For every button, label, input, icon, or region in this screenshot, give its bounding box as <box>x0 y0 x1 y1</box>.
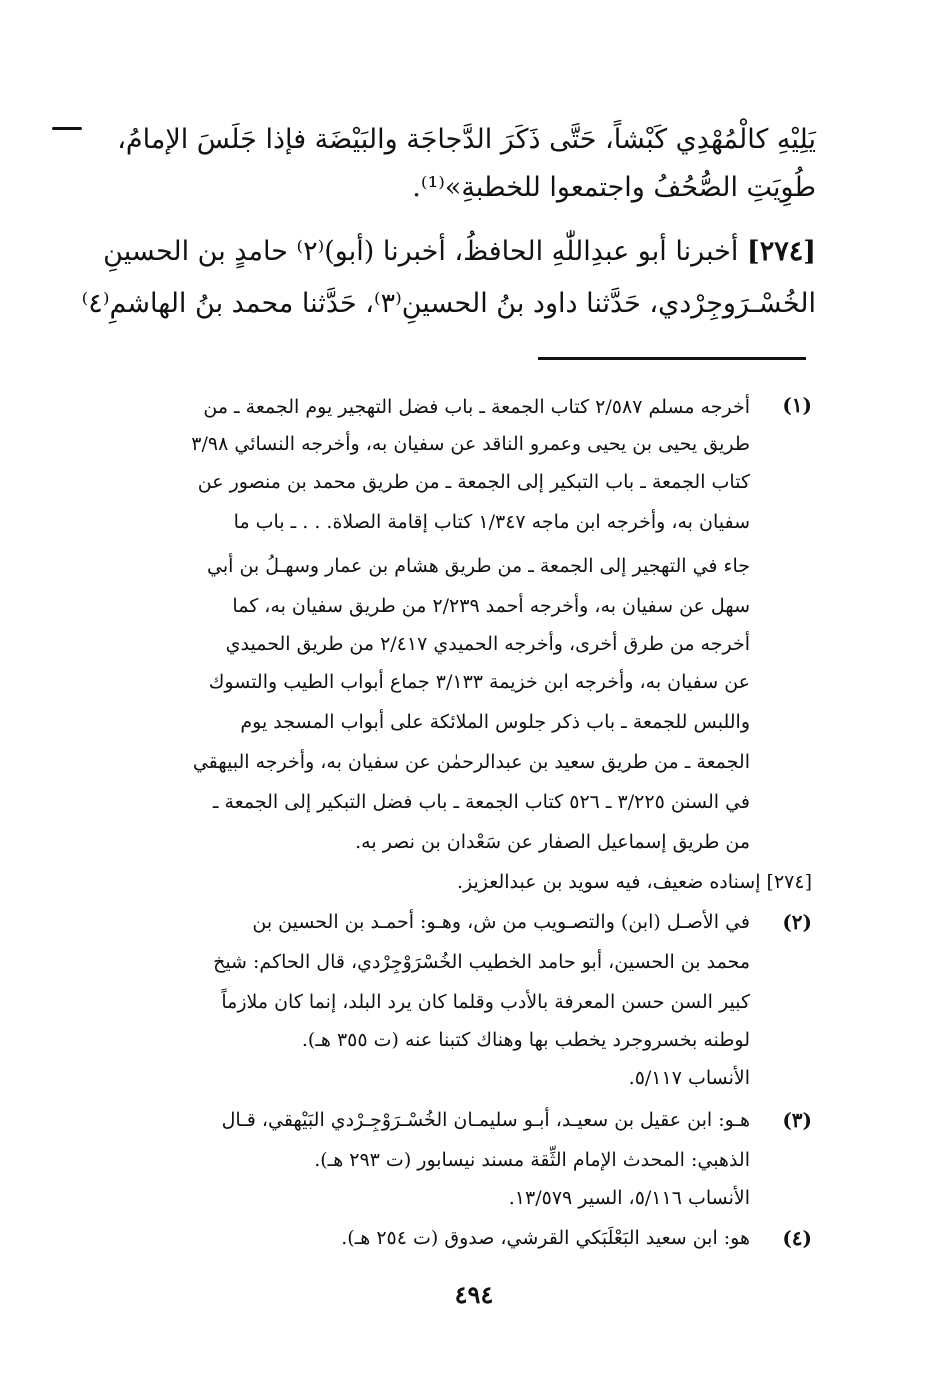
footnote-2-number: (٢) <box>782 910 812 934</box>
margin-mark <box>52 127 82 130</box>
footnote-4-line-1: هو: ابن سعيد البَعْلَبَكي القرشي، صدوق (ت ٢٥٤ هـ). <box>341 1227 750 1249</box>
footnote-2-line-2: محمد بن الحسين، أبو حامد الخطيب الخُسْرَوْجِرْدي، قال الحاكم: شيخ <box>213 951 750 973</box>
footnote-1-line-1: أخرجه مسلم ٢/٥٨٧ كتاب الجمعة ـ باب فضل التهجير يوم الجمعة ـ من <box>203 396 750 418</box>
footnote-2-line-3: كبير السن حسن المعرفة بالأدب وقلما كان يرد البلد، إنما كان ملازماً <box>221 991 750 1013</box>
footnote-3-line-1: هـو: ابن عقيل بن سعيـد، أبـو سليمـان الخُسْـرَوْجِـرْدي البَيْهقي، قـال <box>221 1109 750 1131</box>
footnote-separator <box>538 357 806 360</box>
footnote-1-line-9: واللبس للجمعة ـ باب ذكر جلوس الملائكة على أبواب المسجد يوم <box>240 711 750 733</box>
footnote-1-line-7: أخرجه من طرق أخرى، وأخرجه الحميدي ٢/٤١٧ من طريق الحميدي <box>225 633 750 655</box>
footnote-3-line-3: الأنساب ٥/١١٦، السير ١٣/٥٧٩. <box>508 1187 750 1209</box>
main-line-3 <box>103 224 816 280</box>
main-line-4: الخُسْـرَوجِرْدي، حَدَّثنا داود بنُ الحسينِ⁽٣⁾، حَدَّثنا محمد بنُ الهاشمِ⁽٤⁾ <box>81 288 816 319</box>
footnote-1-line-11: في السنن ٣/٢٢٥ ـ ٥٢٦ كتاب الجمعة ـ باب فضل التبكير إلى الجمعة ـ <box>212 791 750 813</box>
footnote-4-number: (٤) <box>782 1226 812 1250</box>
footnote-2-line-4: لوطنه بخسروجرد يخطب بها وهناك كتبنا عنه (ت ٣٥٥ هـ). <box>301 1029 750 1051</box>
main-line-1: يَلِيْهِ كالْمُهْدِي كَبْشاً، حَتَّى ذَكَرَ الدَّجاجَة والبَيْضَة فإذا جَلَسَ الإمامُ، <box>117 124 816 155</box>
footnote-2-line-1: في الأصـل (ابن) والتصـويب من ش، وهـو: أحمـد بن الحسين بن <box>252 911 750 933</box>
footnote-1-line-8: عن سفيان به، وأخرجه ابن خزيمة ٣/١٣٣ جماع أبواب الطيب والتسوك <box>208 671 750 693</box>
isnad-note: [٢٧٤] إسناده ضعيف، فيه سويد بن عبدالعزيز. <box>457 871 812 893</box>
footnote-1-line-4: سفيان به، وأخرجه ابن ماجه ١/٣٤٧ كتاب إقامة الصلاة. . . ـ باب ما <box>233 511 750 533</box>
footnote-1-line-2: طريق يحيى بن يحيى وعمرو الناقد عن سفيان به، وأخرجه النسائي ٣/٩٨ <box>191 433 750 455</box>
main-line-2: طُوِيَتِ الصُّحُفُ واجتمعوا للخطبةِ»⁽¹⁾. <box>412 172 816 203</box>
page-number: ٤٩٤ <box>454 1280 494 1309</box>
footnote-2-line-5: الأنساب ٥/١١٧. <box>628 1067 750 1089</box>
hadith-number: [٢٧٤] <box>746 236 816 267</box>
footnote-1-number: (١) <box>782 393 812 417</box>
footnote-3-line-2: الذهبي: المحدث الإمام الثِّقة مسند نيسابور (ت ٢٩٣ هـ). <box>314 1149 750 1171</box>
footnote-1-line-3: كتاب الجمعة ـ باب التبكير إلى الجمعة ـ من طريق محمد بن منصور عن <box>197 471 750 493</box>
footnote-1-line-6: سهل عن سفيان به، وأخرجه أحمد ٢/٢٣٩ من طريق سفيان به، كما <box>232 595 750 617</box>
footnote-3-number: (٣) <box>782 1108 812 1132</box>
footnote-1-line-12: من طريق إسماعيل الصفار عن سَعْدان بن نصر به. <box>355 831 750 853</box>
footnote-1-line-5: جاء في التهجير إلى الجمعة ـ من طريق هشام بن عمار وسهـلُ بن أبي <box>207 555 750 577</box>
main-line-3-text: أخبرنا أبو عبدِاللّٰهِ الحافظُ، أخبرنا (أبو)⁽٢⁾ حامدٍ بن الحسينِ <box>103 236 739 267</box>
footnote-1-line-10: الجمعة ـ من طريق سعيد بن عبدالرحمٰن عن سفيان به، وأخرجه البيهقي <box>192 751 750 773</box>
